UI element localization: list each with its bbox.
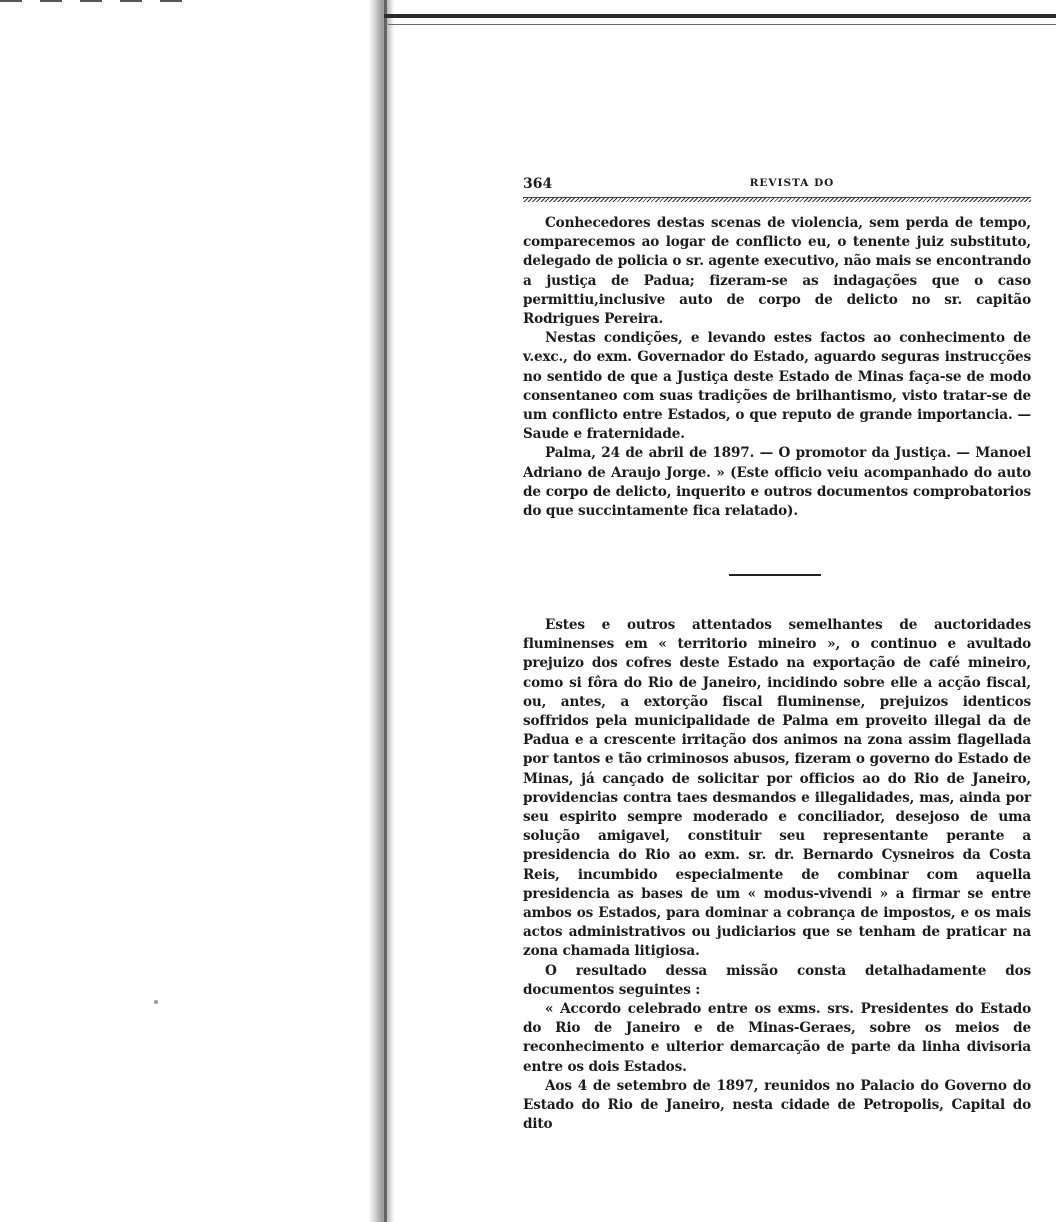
page-top-edge — [384, 14, 1056, 18]
running-title: REVISTA DO — [749, 177, 835, 189]
book-gutter-shadow — [368, 0, 394, 1222]
book-spine-line — [384, 0, 387, 1222]
paragraph: Palma, 24 de abril de 1897. — O promotor da Justiça. — Manoel Adriano de Araujo Jorge. » (Este officio veiu acompanhado do auto de corpo de delicto, inquerito e outros documentos comprobatorios do que succintamente fica relatado). — [523, 445, 1031, 520]
header-rule — [523, 197, 1031, 202]
text-section-2 — [523, 616, 1031, 1134]
page-top-edge-inner — [388, 24, 1056, 25]
paragraph: « Accordo celebrado entre os exms. srs. Presidentes do Estado do Rio de Janeiro e de Minas-Geraes, sobre os meios de reconhecimento e ulterior demarcação de parte da linha divisoria entre os dois Estados. — [523, 1001, 1031, 1075]
scan-edge-marks — [0, 0, 200, 2]
text-section-1 — [523, 214, 1031, 521]
page-header — [523, 176, 1031, 196]
paragraph: Nestas condições, e levando estes factos ao conhecimento de v.exc., do exm. Governador do Estado, aguardo seguras instrucções no sentido de que a Justiça deste Estado de Minas faça-se de modo consentaneo com suas tradições de brilhantismo, visto tratar-se de um conflicto entre Estados, o que reputo de grande importancia. — Saude e fraternidade. — [523, 330, 1031, 443]
paragraph: Aos 4 de setembro de 1897, reunidos no Palacio do Governo do Estado do Rio de Janeiro, nesta cidade de Petropolis, Capital do dito — [523, 1077, 1031, 1133]
paragraph: O resultado dessa missão consta detalhadamente dos documentos seguintes : — [523, 962, 1031, 998]
paragraph: Conhecedores destas scenas de violencia, sem perda de tempo, comparecemos ao logar de conflicto eu, o tenente juiz substituto, delegado de policia o sr. agente executivo, não mais se encontrando a justiça de Padua; fizeram-se as indagações que o caso permittiu,inclusive auto de corpo de delicto no sr. capitão Rodrigues Pereira. — [523, 215, 1031, 328]
section-separator — [729, 574, 821, 576]
page-number: 364 — [523, 176, 553, 192]
paragraph: Estes e outros attentados semelhantes de auctoridades fluminenses em « territorio mineiro », o continuo e avultado prejuizo dos cofres deste Estado na exportação de café mineiro, como si fôra do Rio de Janeiro, incidindo sobre elle a acção fiscal, ou, antes, a extorção fiscal fluminense, prejuizos identicos soffridos pela municipalidade de Palma em proveito illegal da de Padua e a crescente irritação dos animos na zona assim flagellada por tantos e tão criminosos abusos, fizeram o governo do Estado de Minas, já cançado de solicitar por officios ao do Rio de Janeiro, providencias contra taes desmandos e illegalidades, mas, ainda por seu espirito sempre moderado e conciliador, desejoso de uma solução amigavel, constituir seu representante perante a presidencia do Rio ao exm. sr. dr. Bernardo Cysneiros da Costa Reis, incumbido especialmente de combinar com aquella presidencia as bases de um « modus-vivendi » a firmar se entre ambos os Estados, para dominar a cobrança de impostos, e os mais actos administrativos ou judiciarios que se tenham de praticar na zona chamada litigiosa. — [523, 617, 1031, 960]
scan-speck — [154, 1000, 158, 1004]
